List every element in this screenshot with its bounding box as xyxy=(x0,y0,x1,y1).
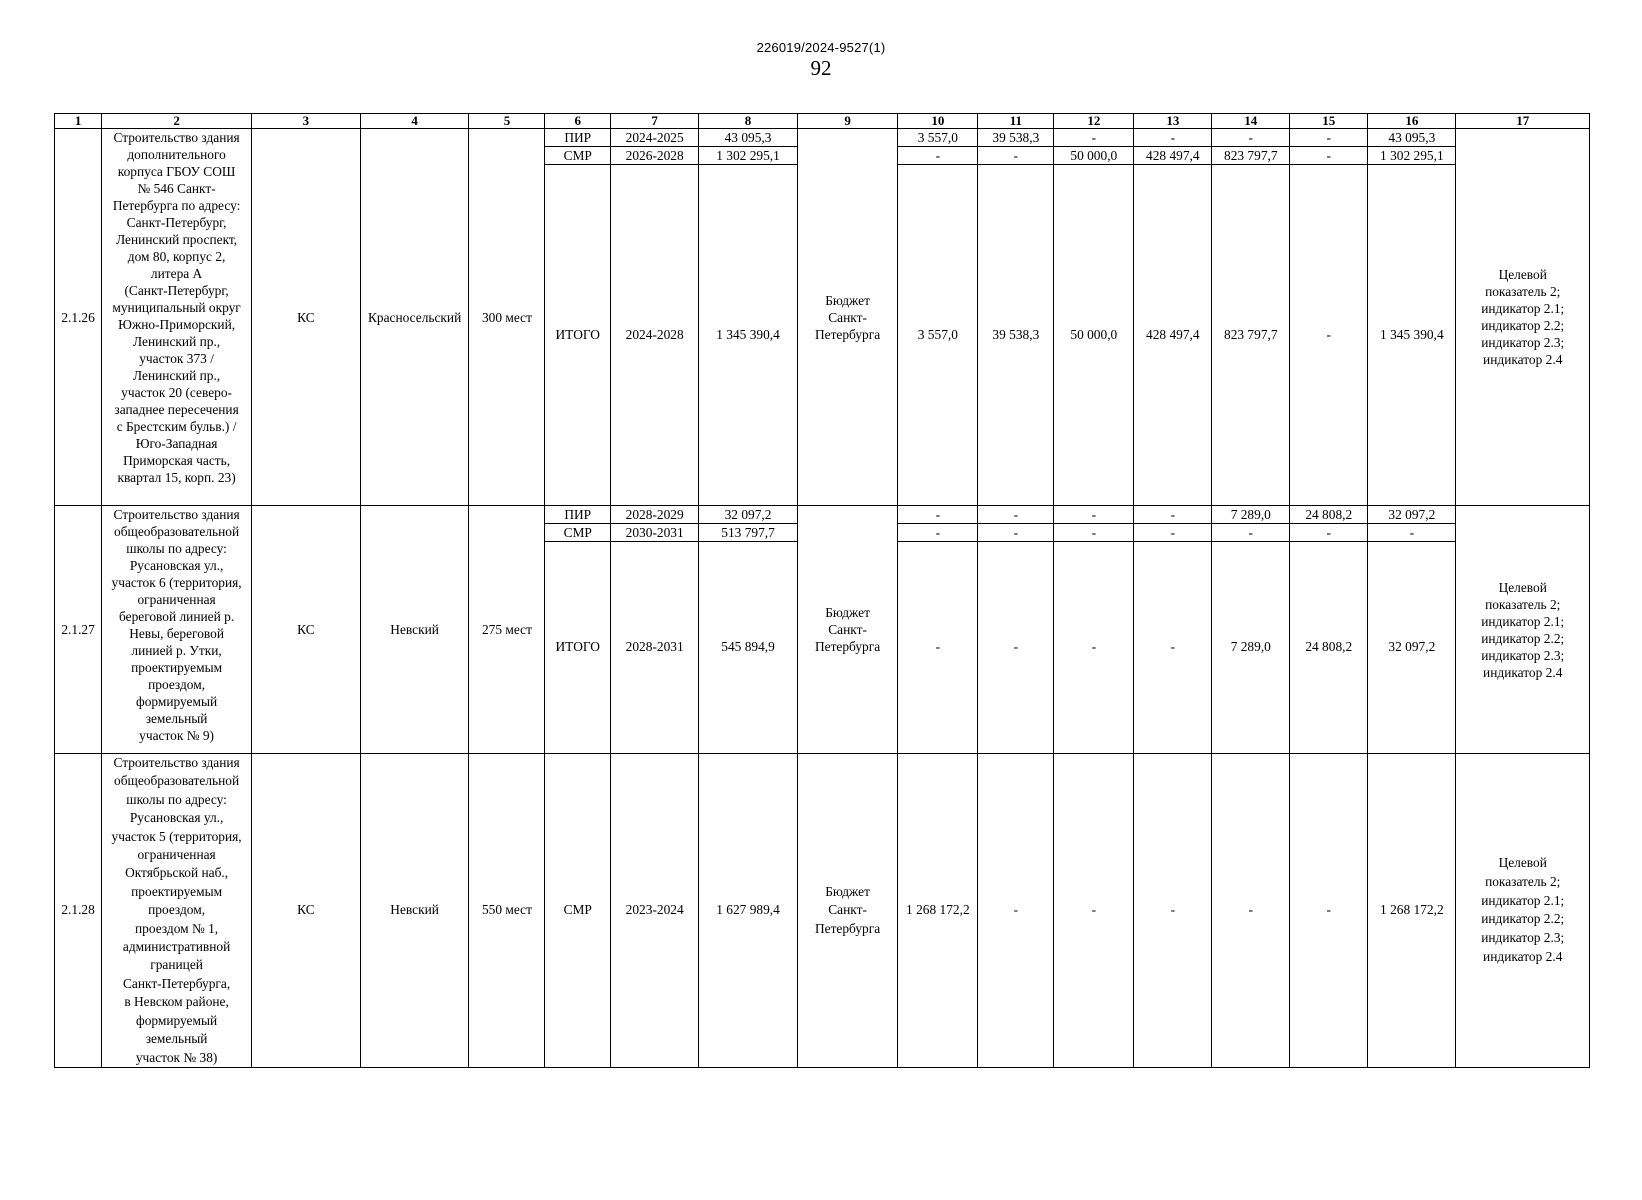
value-c13: - xyxy=(1134,524,1212,542)
column-header: 7 xyxy=(611,114,699,129)
funding-source-line: Петербурга xyxy=(814,920,881,936)
description-line: Строительство здания xyxy=(113,755,240,770)
value-c10: 3 557,0 xyxy=(898,129,978,147)
total-cost: 1 627 989,4 xyxy=(699,754,798,1068)
row-code: 2.1.27 xyxy=(55,506,102,754)
funding-source-line: Санкт- xyxy=(828,309,867,325)
value-c15: - xyxy=(1290,524,1368,542)
value-c12: - xyxy=(1054,129,1134,147)
value-c15: 24 808,2 xyxy=(1290,542,1368,754)
description-line: Русановская ул., xyxy=(129,558,224,573)
column-header: 2 xyxy=(102,114,252,129)
indicators xyxy=(1456,754,1590,1068)
indicator-line: индикатор 2.2; xyxy=(1481,911,1565,927)
column-header: 8 xyxy=(699,114,798,129)
description-line: формируемый xyxy=(136,1012,218,1028)
funding-source-line: Бюджет xyxy=(825,605,870,620)
value-c10: 3 557,0 xyxy=(898,165,978,506)
indicator-line: индикатор 2.2; xyxy=(1481,630,1565,646)
description-line: с Брестским бульв.) / xyxy=(116,419,237,434)
funding-source-line: Бюджет xyxy=(825,883,870,899)
column-header: 16 xyxy=(1368,114,1456,129)
responsible-org: КС xyxy=(251,754,360,1068)
column-header: 15 xyxy=(1290,114,1368,129)
description-line: в Невском районе, xyxy=(124,994,229,1010)
value-c15: - xyxy=(1290,165,1368,506)
description-line: муниципальный округ xyxy=(112,300,241,315)
indicator-line: индикатор 2.2; xyxy=(1481,318,1565,333)
funding-source-line: Петербурга xyxy=(814,326,881,342)
value-c10: - xyxy=(898,506,978,524)
value-c14: - xyxy=(1212,754,1290,1068)
total-cost: 1 302 295,1 xyxy=(699,147,798,165)
description-line: корпуса ГБОУ СОШ xyxy=(117,164,236,179)
value-c15: 24 808,2 xyxy=(1290,506,1368,524)
value-c11: 39 538,3 xyxy=(978,129,1054,147)
object-description xyxy=(102,754,252,1068)
description-line: административной xyxy=(122,939,231,955)
description-line: проектируемым xyxy=(131,883,223,899)
funding-source xyxy=(797,129,898,506)
value-c16: 1 345 390,4 xyxy=(1368,165,1456,506)
funding-source xyxy=(797,754,898,1068)
column-header: 1 xyxy=(55,114,102,129)
value-c11: - xyxy=(978,506,1054,524)
column-header: 4 xyxy=(360,114,469,129)
value-c13: 428 497,4 xyxy=(1134,165,1212,506)
funding-source-line: Санкт- xyxy=(828,622,867,637)
description-line: Невы, береговой xyxy=(129,626,224,641)
period: 2028-2029 xyxy=(611,506,699,524)
value-c13: - xyxy=(1134,129,1212,147)
stage: СМР xyxy=(545,147,611,165)
period: 2024-2028 xyxy=(611,165,699,506)
value-c14: 823 797,7 xyxy=(1212,165,1290,506)
indicator-line: Целевой xyxy=(1498,855,1547,871)
object-description xyxy=(102,129,252,506)
total-cost: 1 345 390,4 xyxy=(699,165,798,506)
value-c15: - xyxy=(1290,129,1368,147)
description-line: береговой линией р. xyxy=(118,609,235,624)
value-c14: - xyxy=(1212,129,1290,147)
column-header: 17 xyxy=(1456,114,1590,129)
description-line: квартал 15, корп. 23) xyxy=(117,470,236,485)
period: 2026-2028 xyxy=(611,147,699,165)
value-c14: - xyxy=(1212,524,1290,542)
indicator-line: индикатор 2.4 xyxy=(1483,352,1563,367)
object-description xyxy=(102,506,252,754)
value-c11: - xyxy=(978,754,1054,1068)
description-line: № 546 Санкт- xyxy=(137,181,216,196)
description-line: Строительство здания xyxy=(113,507,240,522)
description-line: литера А xyxy=(150,266,203,281)
value-c16: 43 095,3 xyxy=(1368,129,1456,147)
value-c14: 823 797,7 xyxy=(1212,147,1290,165)
column-header: 9 xyxy=(797,114,898,129)
total-cost: 32 097,2 xyxy=(699,506,798,524)
document-id: 226019/2024-9527(1) xyxy=(756,40,886,55)
description-line: Октябрьской наб., xyxy=(125,865,229,881)
value-c16: 1 302 295,1 xyxy=(1368,147,1456,165)
total-cost: 513 797,7 xyxy=(699,524,798,542)
indicator-line: индикатор 2.1; xyxy=(1481,613,1565,629)
responsible-org: КС xyxy=(251,129,360,506)
column-header: 10 xyxy=(898,114,978,129)
row-code: 2.1.26 xyxy=(55,129,102,506)
stage: ИТОГО xyxy=(545,542,611,754)
description-line: школы по адресу: xyxy=(126,791,227,807)
description-line: Ленинский пр., xyxy=(133,334,221,349)
description-line: участок № 9) xyxy=(139,728,214,743)
stage: ПИР xyxy=(545,506,611,524)
value-c10: 1 268 172,2 xyxy=(898,754,978,1068)
description-line: формируемый xyxy=(136,694,218,709)
value-c13: - xyxy=(1134,506,1212,524)
capacity: 550 мест xyxy=(469,754,545,1068)
value-c12: - xyxy=(1054,524,1134,542)
description-line: проектируемым xyxy=(131,660,223,675)
district: Невский xyxy=(360,754,469,1068)
description-line: ограниченная xyxy=(137,592,216,607)
indicator-line: индикатор 2.4 xyxy=(1483,949,1563,965)
stage: ПИР xyxy=(545,129,611,147)
value-c13: - xyxy=(1134,542,1212,754)
description-line: общеобразовательной xyxy=(114,773,240,789)
value-c16: 32 097,2 xyxy=(1368,506,1456,524)
description-line: земельный xyxy=(145,711,208,726)
description-line: линией р. Утки, xyxy=(131,643,222,658)
description-line: Юго-Западная xyxy=(135,436,218,451)
value-c14: 7 289,0 xyxy=(1212,506,1290,524)
description-line: Ленинский проспект, xyxy=(116,232,238,247)
description-line: участок 6 (территория, xyxy=(111,575,242,590)
indicator-line: индикатор 2.3; xyxy=(1481,335,1565,350)
value-c12: 50 000,0 xyxy=(1054,147,1134,165)
period: 2024-2025 xyxy=(611,129,699,147)
value-c10: - xyxy=(898,524,978,542)
value-c15: - xyxy=(1290,147,1368,165)
description-line: ограниченная xyxy=(137,847,216,863)
value-c16: 1 268 172,2 xyxy=(1368,754,1456,1068)
funding-source xyxy=(797,506,898,754)
table-row xyxy=(55,754,1590,1068)
description-line: Приморская часть, xyxy=(123,453,231,468)
period: 2028-2031 xyxy=(611,542,699,754)
total-cost: 43 095,3 xyxy=(699,129,798,147)
period: 2030-2031 xyxy=(611,524,699,542)
page-number: 92 xyxy=(810,56,832,80)
description-line: Петербурга по адресу: xyxy=(112,198,241,213)
table-row xyxy=(55,129,1590,147)
total-cost: 545 894,9 xyxy=(699,542,798,754)
description-line: границей xyxy=(150,957,203,973)
funding-source-line: Петербурга xyxy=(814,639,881,654)
value-c11: - xyxy=(978,524,1054,542)
table-row xyxy=(55,506,1590,524)
column-header: 14 xyxy=(1212,114,1290,129)
value-c13: - xyxy=(1134,754,1212,1068)
column-header: 13 xyxy=(1134,114,1212,129)
indicator-line: Целевой xyxy=(1498,579,1547,595)
description-line: участок 20 (северо- xyxy=(121,385,232,400)
indicator-line: индикатор 2.4 xyxy=(1483,664,1563,680)
value-c12: - xyxy=(1054,506,1134,524)
indicator-line: показатель 2; xyxy=(1485,284,1561,299)
funding-source-line: Санкт- xyxy=(828,902,867,918)
description-line: участок 5 (территория, xyxy=(111,828,242,844)
column-header: 12 xyxy=(1054,114,1134,129)
column-header: 3 xyxy=(251,114,360,129)
value-c11: - xyxy=(978,542,1054,754)
column-header: 5 xyxy=(469,114,545,129)
description-line: (Санкт-Петербург, xyxy=(124,283,229,298)
row-code: 2.1.28 xyxy=(55,754,102,1068)
indicator-line: индикатор 2.3; xyxy=(1481,930,1565,946)
indicators xyxy=(1456,506,1590,754)
stage: СМР xyxy=(545,524,611,542)
description-line: общеобразовательной xyxy=(114,524,240,539)
value-c10: - xyxy=(898,147,978,165)
value-c16: 32 097,2 xyxy=(1368,542,1456,754)
value-c11: - xyxy=(978,147,1054,165)
indicator-line: показатель 2; xyxy=(1485,596,1561,612)
stage: СМР xyxy=(545,754,611,1068)
responsible-org: КС xyxy=(251,506,360,754)
value-c12: - xyxy=(1054,542,1134,754)
description-line: западнее пересечения xyxy=(114,402,239,417)
period: 2023-2024 xyxy=(611,754,699,1068)
description-line: Русановская ул., xyxy=(129,810,224,826)
district: Красносельский xyxy=(360,129,469,506)
district: Невский xyxy=(360,506,469,754)
column-header: 6 xyxy=(545,114,611,129)
description-line: школы по адресу: xyxy=(126,541,227,556)
column-header: 11 xyxy=(978,114,1054,129)
indicator-line: показатель 2; xyxy=(1485,873,1561,889)
description-line: дом 80, корпус 2, xyxy=(127,249,226,264)
indicators xyxy=(1456,129,1590,506)
indicator-line: индикатор 2.3; xyxy=(1481,647,1565,663)
value-c16: - xyxy=(1368,524,1456,542)
value-c15: - xyxy=(1290,754,1368,1068)
indicator-line: индикатор 2.1; xyxy=(1481,892,1565,908)
value-c12: 50 000,0 xyxy=(1054,165,1134,506)
indicator-line: Целевой xyxy=(1498,267,1547,282)
indicator-line: индикатор 2.1; xyxy=(1481,301,1565,316)
description-line: земельный xyxy=(145,1031,208,1047)
project-table xyxy=(54,113,1590,1068)
description-line: проездом № 1, xyxy=(135,920,219,936)
description-line: участок № 38) xyxy=(135,1049,218,1065)
funding-source-line: Бюджет xyxy=(825,292,870,308)
description-line: Строительство здания xyxy=(113,130,240,145)
description-line: Санкт-Петербург, xyxy=(126,215,227,230)
column-number-row xyxy=(55,114,1590,129)
value-c13: 428 497,4 xyxy=(1134,147,1212,165)
stage: ИТОГО xyxy=(545,165,611,506)
description-line: участок 373 / xyxy=(139,351,214,366)
capacity: 275 мест xyxy=(469,506,545,754)
value-c12: - xyxy=(1054,754,1134,1068)
description-line: дополнительного xyxy=(127,147,226,162)
capacity: 300 мест xyxy=(469,129,545,506)
value-c11: 39 538,3 xyxy=(978,165,1054,506)
description-line: проездом, xyxy=(148,902,206,918)
description-line: Санкт-Петербурга, xyxy=(122,975,231,991)
value-c10: - xyxy=(898,542,978,754)
description-line: проездом, xyxy=(148,677,206,692)
description-line: Ленинский пр., xyxy=(133,368,221,383)
description-line: Южно-Приморский, xyxy=(118,317,236,332)
value-c14: 7 289,0 xyxy=(1212,542,1290,754)
